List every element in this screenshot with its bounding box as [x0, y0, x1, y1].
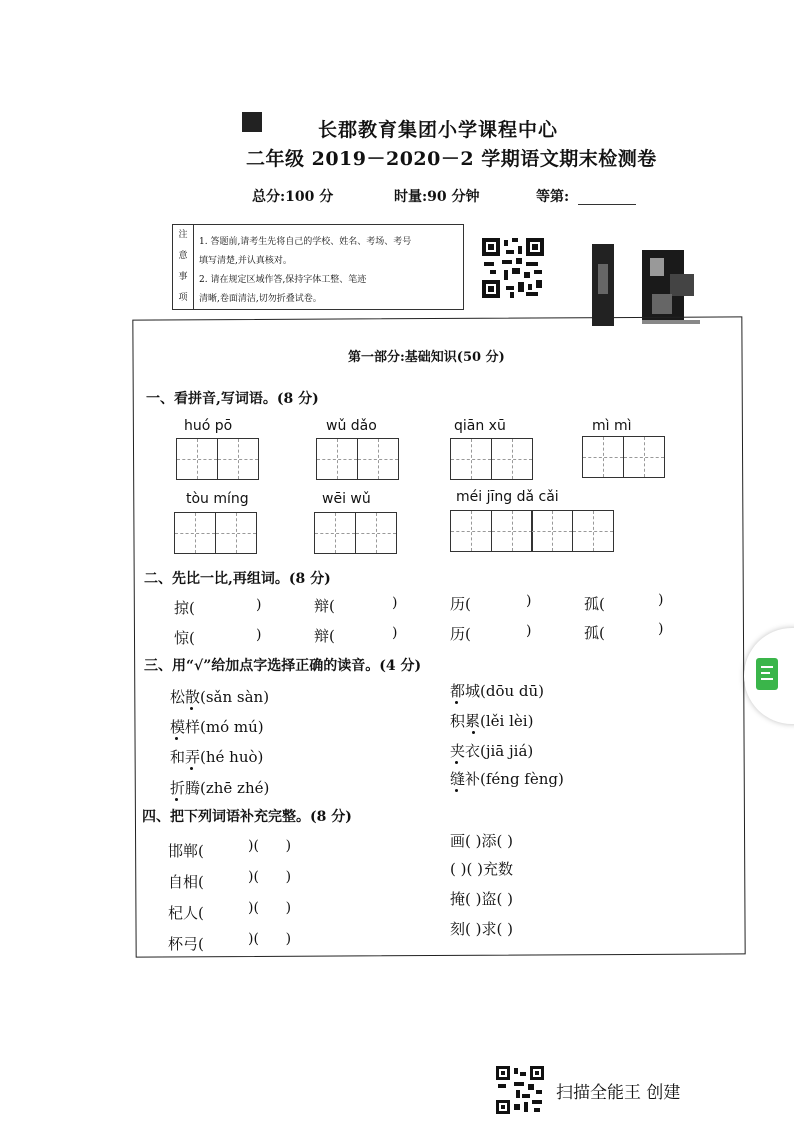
- compare-item: 孤(: [584, 624, 605, 642]
- exam-time: 时量:90 分钟: [394, 189, 480, 205]
- idiom-item: 邯郸(: [168, 842, 204, 860]
- idiom-item[interactable]: 掩( )盗( ): [450, 890, 513, 908]
- idiom-blanks[interactable]: )( ): [248, 838, 292, 854]
- compare-item: 历(: [450, 595, 471, 613]
- section3-title: 三、用“√”给加点字选择正确的读音。(4 分): [144, 658, 422, 674]
- pinyin: wēi wǔ: [322, 491, 371, 507]
- writing-grid[interactable]: [174, 512, 255, 554]
- idiom-item[interactable]: ( )( )充数: [450, 860, 513, 878]
- compare-item: 辩(: [314, 597, 335, 615]
- grade-label: 等第:: [536, 189, 570, 205]
- notice-text: 1. 答题前,请考生先将自己的学校、姓名、考场、考号 填写清楚,并认真核对。 2. 请在规定区域作答,保持字体工整、笔迹 清晰,卷面清洁,切勿折叠试卷。: [199, 237, 412, 304]
- section4-title: 四、把下列词语补充完整。(8 分): [142, 809, 352, 825]
- writing-grid[interactable]: [450, 510, 612, 552]
- notice-label: 注 意 事 项: [173, 225, 194, 309]
- compare-item: 孤(: [584, 595, 605, 613]
- watermark-text: 扫描全能王 创建: [556, 1083, 681, 1103]
- writing-grid[interactable]: [582, 436, 663, 478]
- section2-title: 二、先比一比,再组词。(8 分): [144, 571, 331, 587]
- reading-item[interactable]: 模样(mó mú): [170, 718, 264, 736]
- redacted-info-image: [592, 244, 702, 326]
- reading-item[interactable]: 缝补(féng fèng): [450, 770, 564, 788]
- idiom-blanks[interactable]: )( ): [248, 931, 292, 947]
- org-title: 长郡教育集团小学课程中心: [318, 119, 559, 141]
- idiom-item[interactable]: 画( )添( ): [450, 832, 513, 850]
- pinyin: méi jīng dǎ cǎi: [456, 489, 559, 505]
- part-title: 第一部分:基础知识(50 分): [348, 350, 505, 365]
- watermark-qr-icon: [496, 1066, 544, 1114]
- reading-item[interactable]: 积累(lěi lèi): [450, 712, 534, 730]
- writing-grid[interactable]: [450, 438, 531, 480]
- writing-grid[interactable]: [316, 438, 397, 480]
- idiom-item: 自相(: [168, 873, 204, 891]
- qr-code-icon: [482, 238, 544, 298]
- reading-item[interactable]: 折腾(zhē zhé): [170, 779, 270, 797]
- idiom-item[interactable]: 刻( )求( ): [450, 920, 513, 938]
- reading-item[interactable]: 夹衣(jiā jiá): [450, 742, 534, 760]
- section1-title: 一、看拼音,写词语。(8 分): [146, 391, 319, 407]
- idiom-blanks[interactable]: )( ): [248, 900, 292, 916]
- pinyin: wǔ dǎo: [326, 418, 377, 434]
- idiom-blanks[interactable]: )( ): [248, 869, 292, 885]
- writing-grid[interactable]: [314, 512, 395, 554]
- idiom-item: 杯弓(: [168, 935, 204, 953]
- pinyin: qiān xū: [454, 418, 506, 434]
- compare-item: 辩(: [314, 627, 335, 645]
- pinyin: mì mì: [592, 418, 632, 434]
- exam-title: 二年级 2019－2020－2 学期语文期末检测卷: [246, 148, 657, 170]
- compare-item: 掠(: [174, 599, 195, 617]
- pinyin: huó pō: [184, 418, 233, 434]
- question-panel: [132, 316, 745, 957]
- writing-grid[interactable]: [176, 438, 257, 480]
- grade-blank: [578, 204, 636, 205]
- reading-item[interactable]: 松散(sǎn sàn): [170, 688, 270, 706]
- pinyin: tòu míng: [186, 491, 249, 507]
- compare-item: 惊(: [174, 629, 195, 647]
- compare-item: 历(: [450, 625, 471, 643]
- notes-icon[interactable]: [756, 658, 778, 690]
- total-score: 总分:100 分: [252, 189, 334, 205]
- notice-box: [172, 224, 464, 310]
- header-marker: [242, 112, 262, 132]
- reading-item[interactable]: 都城(dōu dū): [450, 682, 545, 700]
- idiom-item: 杞人(: [168, 904, 204, 922]
- reading-item[interactable]: 和弄(hé huò): [170, 748, 264, 766]
